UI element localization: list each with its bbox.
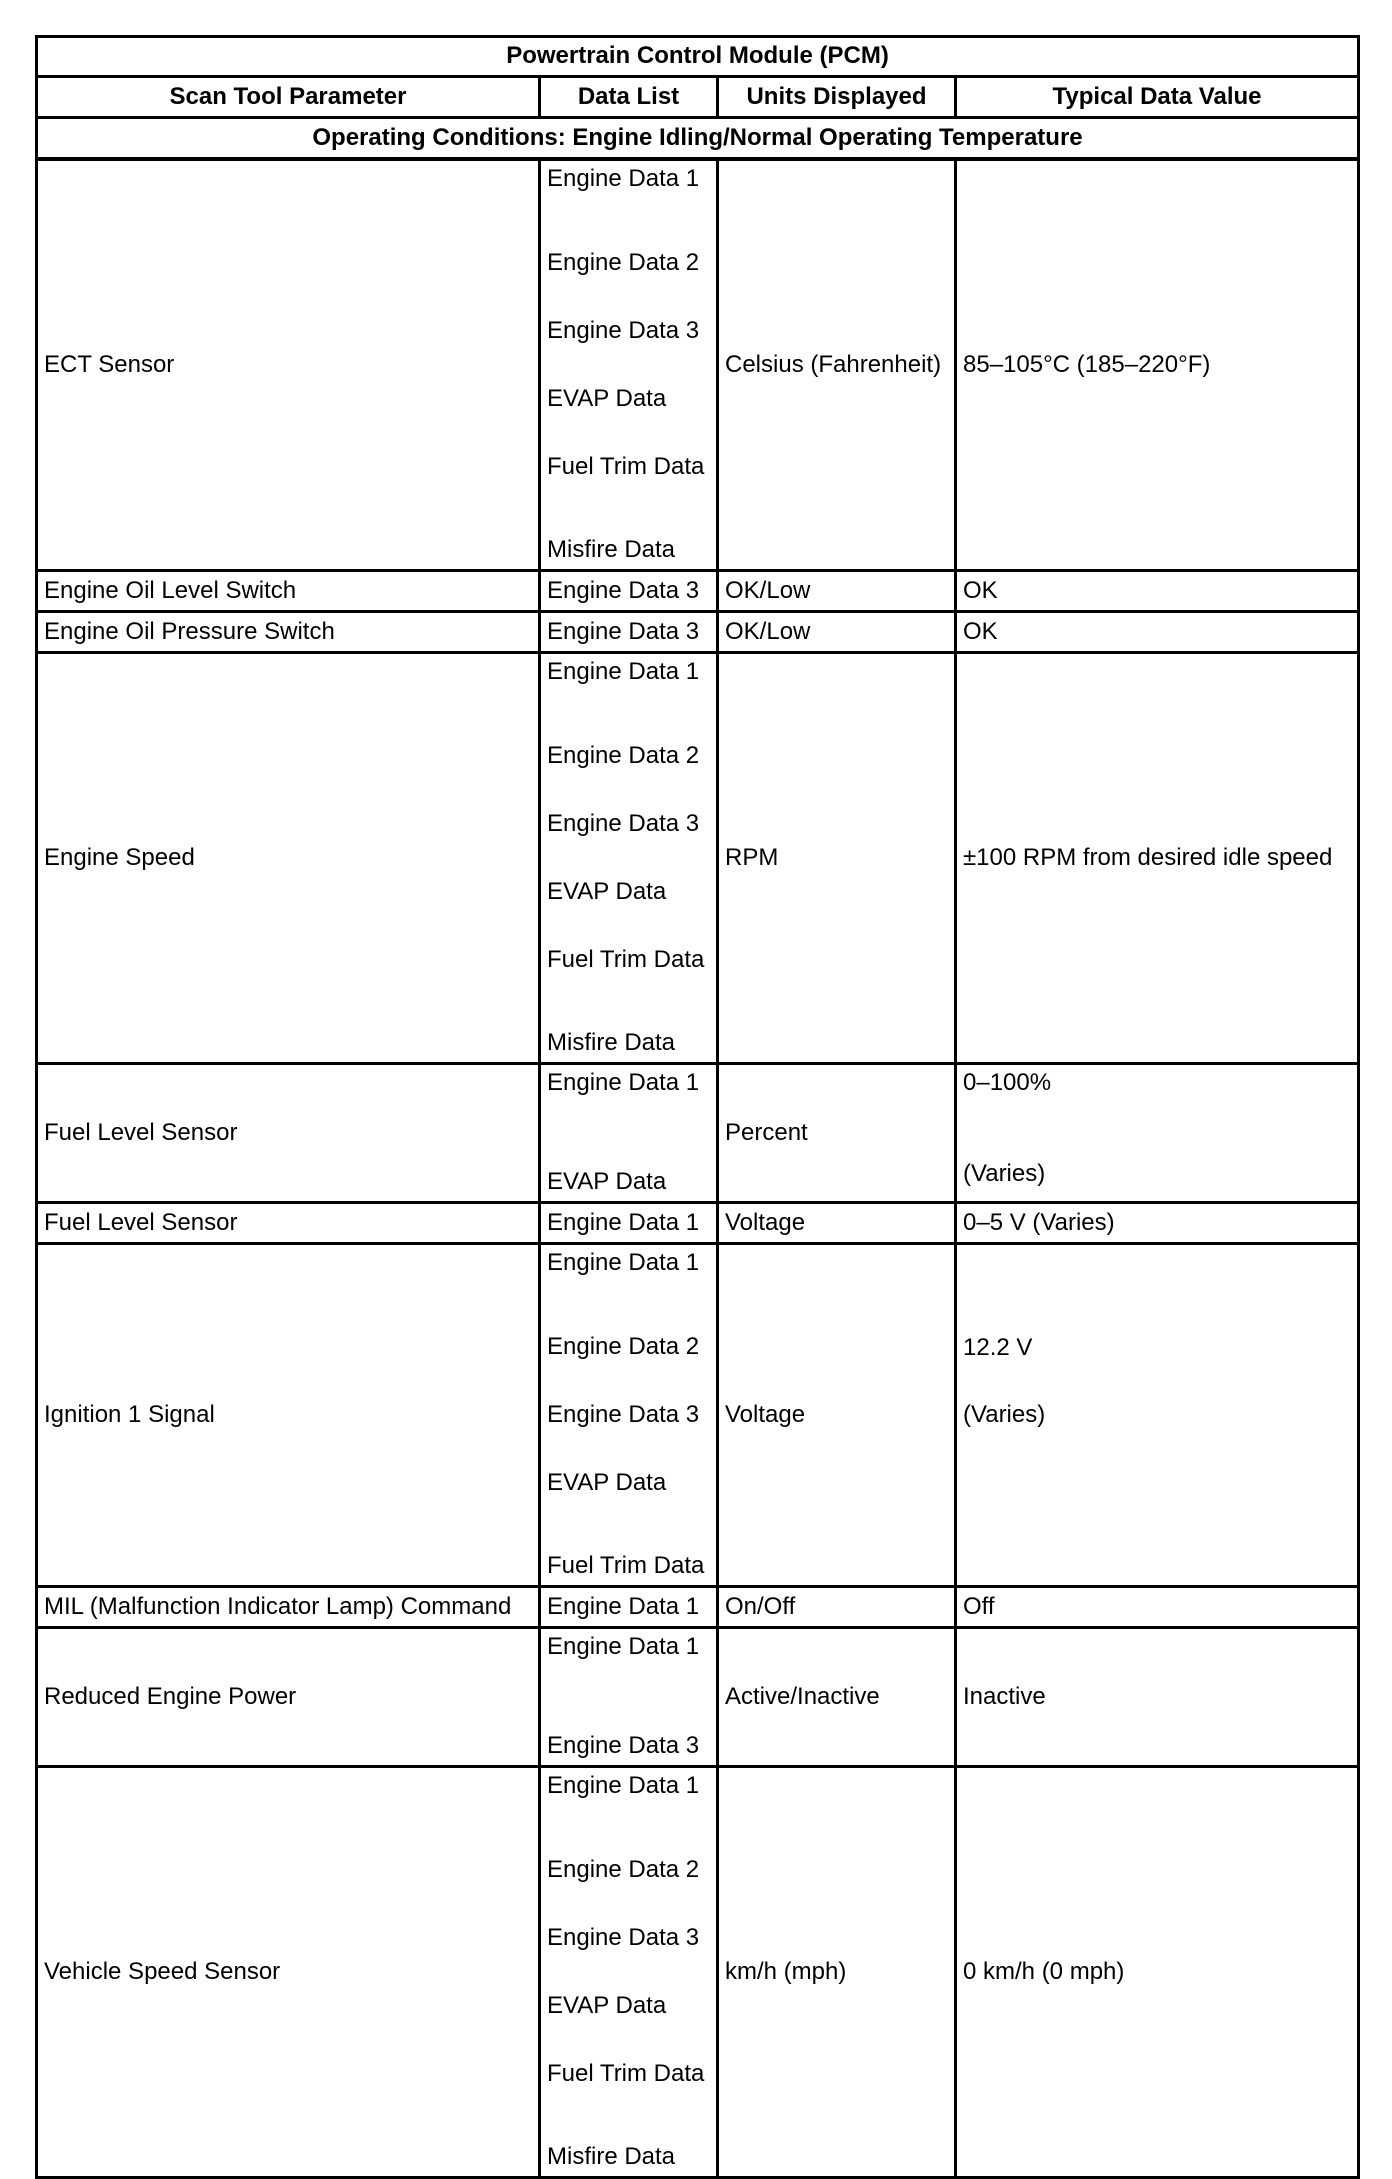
data-list-item: Fuel Trim Data (547, 1552, 705, 1580)
units-cell: On/Off (718, 1587, 956, 1628)
units-cell: Voltage (718, 1244, 956, 1587)
table-row (37, 571, 1359, 612)
data-list-item: Misfire Data (547, 1029, 676, 1057)
table-row (37, 1587, 1359, 1628)
header-typical-data-value: Typical Data Value (956, 77, 1359, 118)
data-list-cell (540, 1767, 718, 2178)
units-cell: Percent (718, 1064, 956, 1203)
data-list-item: Engine Data 1 (547, 658, 700, 685)
table-row (37, 1767, 1359, 2178)
data-list-item: Engine Data 1 (547, 1772, 700, 1799)
data-list-cell (540, 1203, 718, 1244)
typical-value-cell (956, 1244, 1359, 1587)
parameter-cell: MIL (Malfunction Indicator Lamp) Command (37, 1587, 540, 1628)
data-list-item: EVAP Data (547, 877, 667, 905)
typical-value-cell: Inactive (956, 1628, 1359, 1767)
typical-value-stack (963, 1065, 1351, 1193)
data-list-item: Engine Data 1 (547, 1249, 700, 1276)
typical-value-line: 12.2 V (963, 1334, 1033, 1362)
data-list-item: Engine Data 1 (547, 1208, 700, 1236)
units-cell: RPM (718, 653, 956, 1064)
parameter-cell: Ignition 1 Signal (37, 1244, 540, 1587)
pcm-data-table-container (35, 35, 1357, 2179)
parameter-cell: Vehicle Speed Sensor (37, 1767, 540, 2178)
table-title-row (37, 37, 1359, 77)
data-list-item: Engine Data 2 (547, 248, 700, 276)
data-list-item: Engine Data 3 (547, 1732, 700, 1760)
operating-conditions-row (37, 118, 1359, 160)
data-list-item: Engine Data 3 (547, 316, 700, 344)
table-row (37, 1244, 1359, 1587)
typical-value-cell: OK (956, 571, 1359, 612)
parameter-cell: ECT Sensor (37, 159, 540, 571)
table-row (37, 1203, 1359, 1244)
data-list-item: Fuel Trim Data (547, 452, 705, 480)
data-list-cell (540, 159, 718, 571)
header-data-list: Data List (540, 77, 718, 118)
typical-value-cell: OK (956, 612, 1359, 653)
data-list-item: Engine Data 3 (547, 1923, 700, 1951)
data-list-item: Engine Data 3 (547, 1400, 700, 1428)
data-list-item: Engine Data 1 (547, 165, 700, 192)
typical-value-cell (956, 1064, 1359, 1203)
units-cell: Active/Inactive (718, 1628, 956, 1767)
parameter-cell: Fuel Level Sensor (37, 1064, 540, 1203)
typical-value-cell: Off (956, 1587, 1359, 1628)
data-list-cell (540, 1587, 718, 1628)
units-cell: OK/Low (718, 571, 956, 612)
parameter-cell: Engine Speed (37, 653, 540, 1064)
data-list-item: Engine Data 3 (547, 617, 700, 645)
table-row (37, 612, 1359, 653)
data-list-cell (540, 653, 718, 1064)
data-list-cell (540, 612, 718, 653)
data-list-item: Engine Data 1 (547, 1069, 700, 1096)
units-cell: km/h (mph) (718, 1767, 956, 2178)
data-list-item: Engine Data 3 (547, 809, 700, 837)
data-list-item: Engine Data 1 (547, 1633, 700, 1660)
table-title: Powertrain Control Module (PCM) (37, 37, 1359, 77)
typical-value-cell: 85–105°C (185–220°F) (956, 159, 1359, 571)
units-cell: OK/Low (718, 612, 956, 653)
data-list-item: Engine Data 1 (547, 1592, 700, 1620)
data-list-item: Engine Data 3 (547, 576, 700, 604)
units-cell: Celsius (Fahrenheit) (718, 159, 956, 571)
typical-value-line: 0–100% (963, 1069, 1052, 1096)
parameter-cell: Fuel Level Sensor (37, 1203, 540, 1244)
data-list-item: Engine Data 2 (547, 741, 700, 769)
column-header-row (37, 77, 1359, 118)
table-row (37, 159, 1359, 571)
units-cell: Voltage (718, 1203, 956, 1244)
data-list-item: EVAP Data (547, 1168, 667, 1196)
table-row (37, 1628, 1359, 1767)
data-list-item: EVAP Data (547, 1468, 667, 1496)
data-list-cell (540, 571, 718, 612)
parameter-cell: Engine Oil Level Switch (37, 571, 540, 612)
typical-value-line: (Varies) (963, 1160, 1046, 1188)
typical-value-cell: 0–5 V (Varies) (956, 1203, 1359, 1244)
parameter-cell: Reduced Engine Power (37, 1628, 540, 1767)
typical-value-stack (963, 1334, 1351, 1430)
data-list-item: EVAP Data (547, 1991, 667, 2019)
data-list-item: Fuel Trim Data (547, 2059, 705, 2087)
data-list-item: Engine Data 2 (547, 1855, 700, 1883)
data-list-item: EVAP Data (547, 384, 667, 412)
data-list-cell (540, 1064, 718, 1203)
data-list-item: Misfire Data (547, 2143, 676, 2171)
data-list-item: Misfire Data (547, 536, 676, 564)
header-scan-tool-parameter: Scan Tool Parameter (37, 77, 540, 118)
typical-value-cell: 0 km/h (0 mph) (956, 1767, 1359, 2178)
table-row (37, 653, 1359, 1064)
typical-value-cell: ±100 RPM from desired idle speed (956, 653, 1359, 1064)
header-units-displayed: Units Displayed (718, 77, 956, 118)
data-list-item: Engine Data 2 (547, 1332, 700, 1360)
operating-conditions: Operating Conditions: Engine Idling/Normal Operating Temperature (37, 118, 1359, 160)
parameter-cell: Engine Oil Pressure Switch (37, 612, 540, 653)
data-list-item: Fuel Trim Data (547, 945, 705, 973)
data-list-cell (540, 1244, 718, 1587)
pcm-data-table (35, 35, 1360, 2179)
typical-value-line: (Varies) (963, 1401, 1046, 1428)
table-row (37, 1064, 1359, 1203)
data-list-cell (540, 1628, 718, 1767)
